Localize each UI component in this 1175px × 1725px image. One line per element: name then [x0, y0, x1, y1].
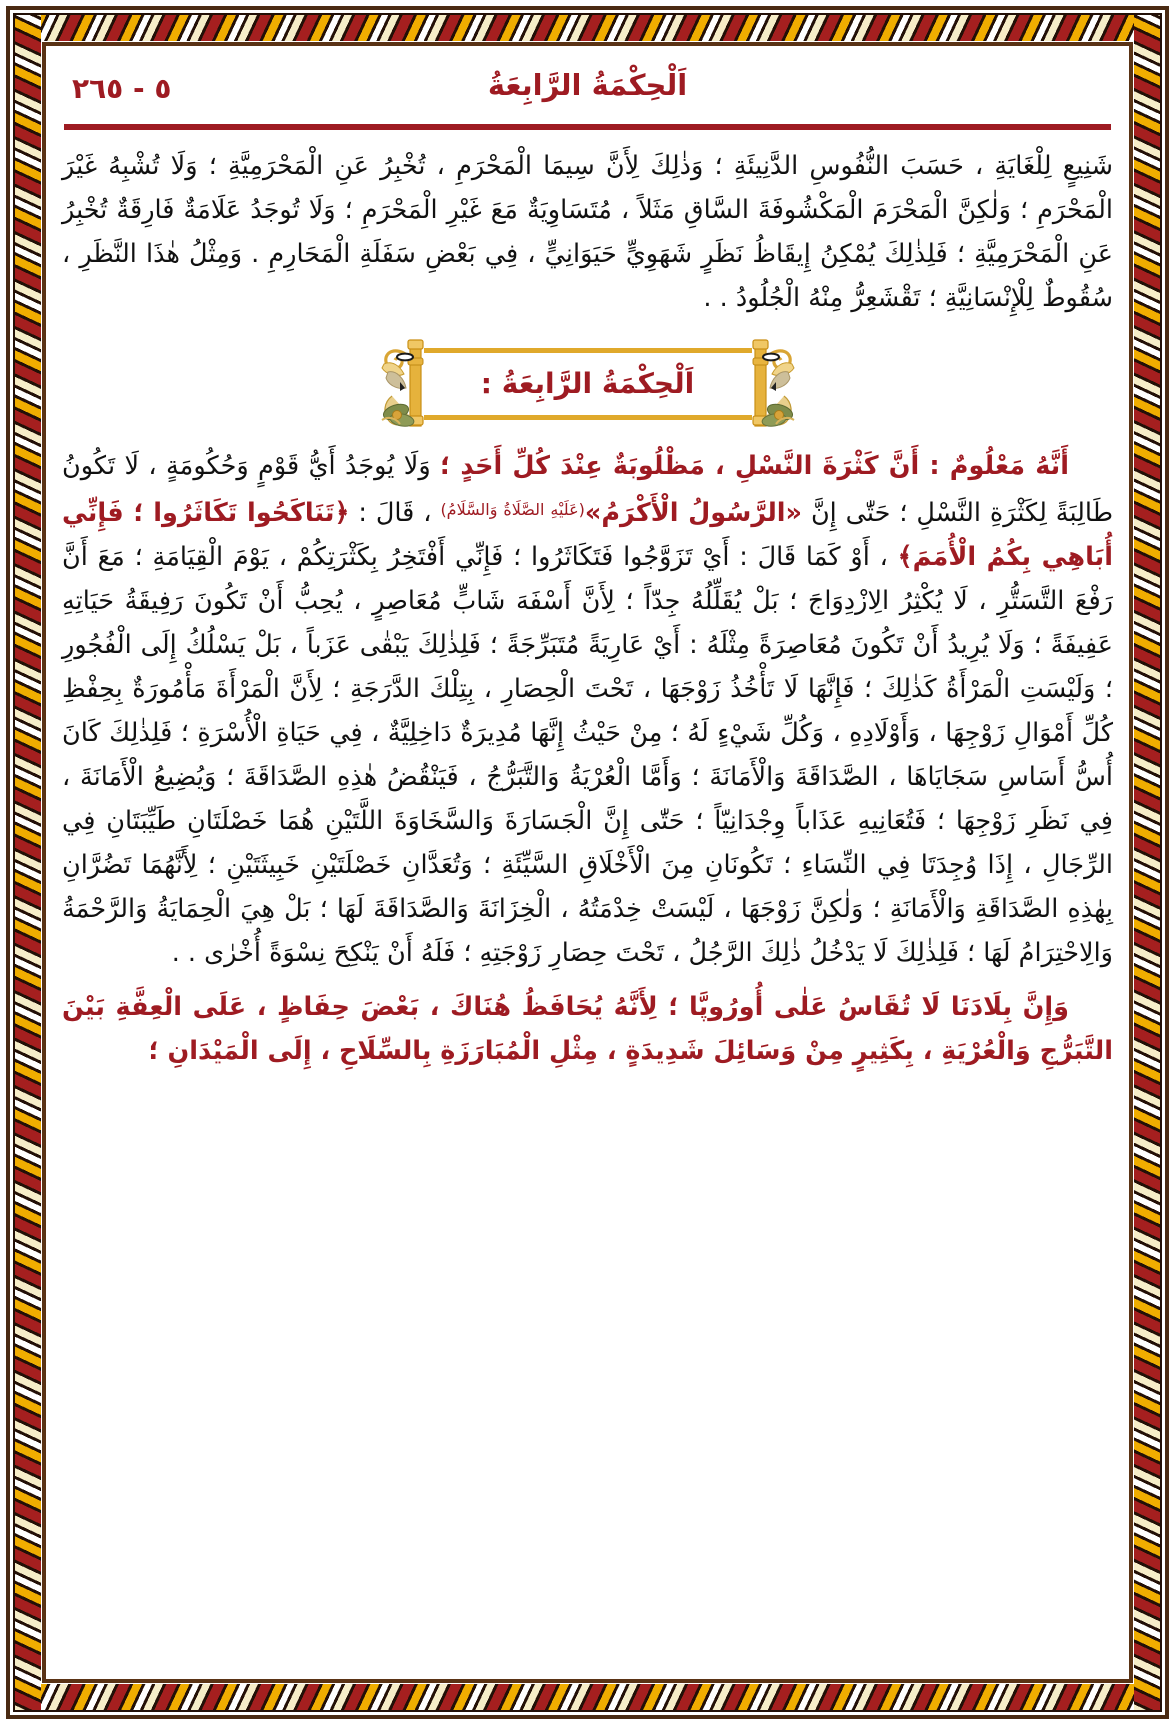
- hadith-bracket-open-icon: ﴿: [334, 498, 350, 528]
- page-title: اَلْحِكْمَةُ الرَّابِعَةُ: [487, 68, 688, 102]
- ornament-heading-block: [62, 332, 1113, 436]
- ornament-finial-right-icon: [736, 336, 798, 432]
- page-folio-number: ٥ - ٢٦٥: [72, 72, 172, 105]
- ornament-finial-left-icon: [378, 336, 440, 432]
- border-braid-left: [13, 13, 41, 1712]
- page-header: [62, 58, 1113, 130]
- ornament-heading-title: اَلْحِكْمَةُ الرَّابِعَةُ :: [480, 367, 695, 400]
- honorific-marker: (عَلَيْهِ الصَّلَاةُ وَالسَّلَامُ): [440, 500, 585, 519]
- prophet-title-phrase: «الرَّسُولُ الْأَكْرَمُ»: [584, 498, 803, 528]
- hadith-quotation-text: تَنَاكَحُوا تَكَاثَرُوا ؛ فَإِنِّي أُبَاهِي بِكُمُ الْأُمَمَ: [62, 498, 1113, 572]
- text-run-1: وَلَا يُوجَدُ أَيُّ قَوْمٍ وَحُكُومَةٍ ، لَا تَكُونُ طَالِبَةً لِكَثْرَةِ النَّسْلِ ؛ حَتّٰى إِنَّ: [62, 451, 1113, 528]
- page-body: [62, 144, 1113, 1073]
- border-braid-bottom: [13, 1684, 1162, 1712]
- ornament-plate: [378, 336, 798, 432]
- header-divider-rule: [64, 124, 1111, 130]
- border-braid-top: [13, 13, 1162, 41]
- hadith-bracket-close-icon: ﴾: [897, 542, 913, 572]
- paragraph-closing-red: وَإِنَّ بِلَادَنَا لَا تُقَاسُ عَلٰى أُورُوپَّا ؛ لِأَنَّهُ يُحَافَظُ هُنَاكَ ، بَعْضَ حِفَاظٍ ، عَلَى الْعِفَّةِ بَيْنَ التَّبَرُّجِ وَالْعُرْيَةِ ، بِكَثِيرٍ مِنْ وَسَائِلَ شَدِيدَةٍ ، مِثْلِ الْمُبَارَزَةِ بِالسِّلَاحِ ، إِلَى الْمَيْدَانِ ؛: [62, 992, 1113, 1066]
- paragraph-continuation: شَنِيعٍ لِلْغَايَةِ ، حَسَبَ النُّفُوسِ الدَّنِيئَةِ ؛ وَذٰلِكَ لِأَنَّ سِيمَا الْمَحْرَمِ ، تُخْبِرُ عَنِ الْمَحْرَمِيَّةِ ؛ وَلَا تُشْبِهُ غَيْرَ الْمَحْرَمِ ؛ وَلٰكِنَّ الْمَحْرَمَ الْمَكْشُوفَةَ السَّاقِ مَثَلاً ، مُتَسَاوِيَةٌ مَعَ غَيْرِ الْمَحْرَمِ ؛ وَلَا تُوجَدُ عَلَامَةٌ فَارِقَةٌ تُخْبِرُ عَنِ الْمَحْرَمِيَّةِ ؛ فَلِذٰلِكَ يُمْكِنُ إِيقَاظُ نَظَرٍ شَهَوِيٍّ حَيَوَانِيٍّ ، فِي بَعْضِ سَفَلَةِ الْمَحَارِمِ . وَمِثْلُ هٰذَا النَّظَرِ ، سُقُوطٌ لِلْإِنْسَانِيَّةِ ؛ تَقْشَعِرُّ مِنْهُ الْجُلُودُ . .: [62, 151, 1113, 313]
- text-run-2: ، أَوْ كَمَا قَالَ : أَيْ تَزَوَّجُوا فَتَكَاثَرُوا ؛ فَإِنِّي أَفْتَخِرُ بِكَثْرَتِكُمْ ، يَوْمَ الْقِيَامَةِ ؛ مَعَ أَنَّ رَفْعَ التَّسَتُّرِ ، لَا يُكْثِرُ الِازْدِوَاجَ ؛ بَلْ يُقَلِّلُهُ جِدّاً ؛ لِأَنَّ أَسْفَهَ شَابٍّ مُعَاصِرٍ ، يُحِبُّ أَنْ تَكُونَ رَفِيقَةُ حَيَاتِهِ عَفِيفَةً ؛ وَلَا يُرِيدُ أَنْ تَكُونَ مُعَاصِرَةً مِثْلَهُ : أَيْ عَارِيَةً مُتَبَرِّجَةً ؛ فَلِذٰلِكَ يَبْقٰى عَزَباً ، بَلْ يَسْلُكُ إِلَى الْفُجُورِ ؛ وَلَيْسَتِ الْمَرْأَةُ كَذٰلِكَ ؛ فَإِنَّهَا لَا تَأْخُذُ زَوْجَهَا ، تَحْتَ الْحِصَارِ ، بِتِلْكَ الدَّرَجَةِ ؛ لِأَنَّ الْمَرْأَةَ مَأْمُورَةٌ بِحِفْظِ كُلِّ أَمْوَالِ زَوْجِهَا ، وَأَوْلَادِهِ ، وَكُلِّ شَيْءٍ لَهُ ؛ مِنْ حَيْثُ إِنَّهَا مُدِيرَةٌ دَاخِلِيَّةٌ ، فِي حَيَاةِ الْأُسْرَةِ ؛ فَلِذٰلِكَ كَانَ أُسُّ أَسَاسِ سَجَايَاهَا ، الصَّدَاقَةَ وَالْأَمَانَةَ ؛ وَأَمَّا الْعُرْيَةُ وَالتَّبَرُّجُ ، فَيَنْقُضُ هٰذِهِ الصَّدَاقَةَ ؛ وَيُضِيعُ الْأَمَانَةَ ، فِي نَظَرِ زَوْجِهَا ؛ فَتُعَانِيهِ عَذَاباً وِجْدَانِيّاً ؛ حَتّٰى إِنَّ الْجَسَارَةَ وَالسَّخَاوَةَ اللَّتَيْنِ هُمَا خَصْلَتَانِ طَيِّبَتَانِ فِي الرِّجَالِ ، إِذَا وُجِدَتَا فِي النِّسَاءِ ؛ تَكُونَانِ مِنَ الْأَخْلَاقِ السَّيِّئَةِ ؛ وَتُعَدَّانِ خَصْلَتَيْنِ خَبِيثَتَيْنِ ؛ لِأَنَّهُمَا تَضُرَّانِ بِهٰذِهِ الصَّدَاقَةِ وَالْأَمَانَةِ ؛ وَلٰكِنَّ زَوْجَهَا ، لَيْسَتْ خِدْمَتُهُ ، الْخِزَانَةَ وَالصَّدَاقَةَ لَهَا ؛ بَلْ هِيَ الْحِمَايَةُ وَالرَّحْمَةُ وَالِاحْتِرَامُ لَهَا ؛ فَلِذٰلِكَ لَا يَدْخُلُ ذٰلِكَ الرَّجُلُ ، تَحْتَ حِصَارِ زَوْجَتِهِ ؛ فَلَهُ أَنْ يَنْكِحَ نِسْوَةً أُخْرٰى . .: [62, 542, 1113, 968]
- border-edge-right: [1160, 13, 1162, 1712]
- ornament-finial-right: [736, 336, 798, 432]
- page-content: [62, 58, 1113, 1643]
- paragraph-main-discourse: [62, 444, 1113, 975]
- ornament-finial-left: [378, 336, 440, 432]
- border-braid-right: [1134, 13, 1162, 1712]
- paragraph-spacer: [62, 975, 1113, 985]
- text-run-qala: ، قَالَ :: [349, 498, 441, 528]
- emphasis-opening-clause: أَنَّهُ مَعْلُومٌ : أَنَّ كَثْرَةَ النَّسْلِ ، مَظْلُوبَةٌ عِنْدَ كُلِّ أَحَدٍ ؛: [440, 451, 1069, 481]
- border-edge-bottom: [13, 1710, 1162, 1712]
- border-edge-top: [13, 13, 1162, 15]
- border-edge-left: [13, 13, 15, 1712]
